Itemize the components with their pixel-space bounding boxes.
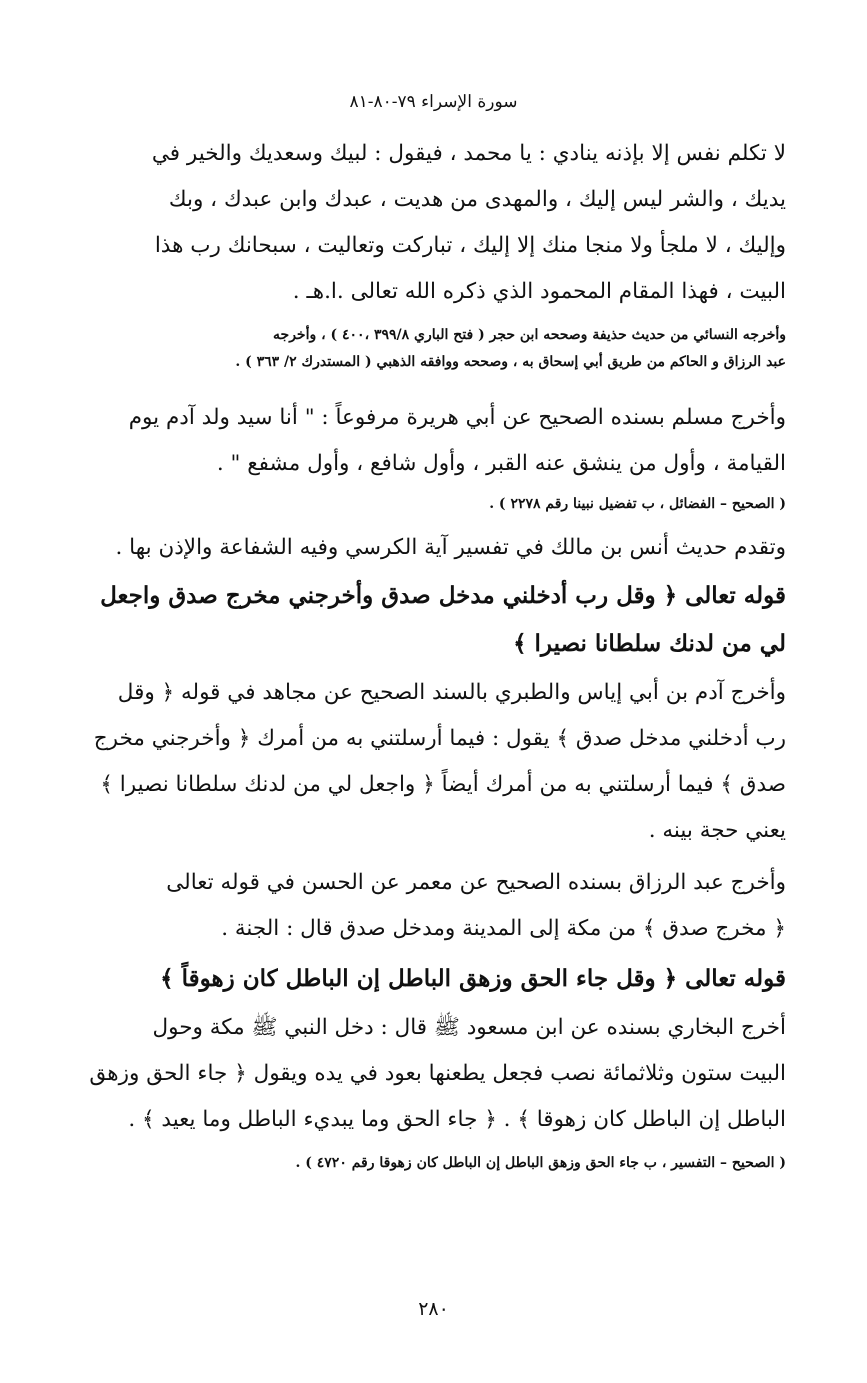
text-line: القيامة ، وأول من ينشق عنه القبر ، وأول شافع ، وأول مشفع " . [216,451,786,476]
running-header: سورة الإسراء ٧٩-٨٠-٨١ [349,92,518,112]
text-line: ﴿ مخرج صدق ﴾ من مكة إلى المدينة ومدخل صدق قال : الجنة . [221,916,786,941]
paragraph [80,395,786,487]
text-line: وأخرج عبد الرزاق بسنده الصحيح عن معمر عن الحسن في قوله تعالى [166,870,786,895]
verse-heading [80,955,786,1003]
footnote [80,322,786,376]
footnote [80,1150,786,1177]
note-line: وأخرجه النسائي من حديث حذيفة وصححه ابن حجر ( فتح الباري ٣٩٩/٨ ،٤٠٠ ) ، وأخرجه [273,327,786,343]
paragraph [80,1005,786,1143]
paragraph [80,525,786,571]
note-line: ( الصحيح – التفسير ، ب جاء الحق وزهق الباطل إن الباطل كان زهوقا رقم ٤٧٢٠ ) . [295,1155,786,1171]
text-line: البيت ، فهذا المقام المحمود الذي ذكره الله تعالى .ا.هـ . [292,279,786,304]
text-line: لا تكلم نفس إلا بإذنه ينادي : يا محمد ، فيقول : لبيك وسعديك والخير في [151,141,786,166]
text-line: وأخرج مسلم بسنده الصحيح عن أبي هريرة مرفوعاً : " أنا سيد ولد آدم يوم [128,405,786,430]
heading-line: لي من لدنك سلطانا نصيرا ﴾ [513,630,786,657]
text-line: الباطل إن الباطل كان زهوقا ﴾ . ﴿ جاء الحق وما يبديء الباطل وما يعيد ﴾ . [128,1107,786,1132]
heading-line: قوله تعالى ﴿ وقل جاء الحق وزهق الباطل إن الباطل كان زهوقاً ﴾ [160,965,786,992]
paragraph [80,131,786,315]
text-line: يعني حجة بينه . [648,818,786,843]
heading-line: قوله تعالى ﴿ وقل رب أدخلني مدخل صدق وأخرجني مخرج صدق واجعل [100,582,786,609]
text-line: رب أدخلني مدخل صدق ﴾ يقول : فيما أرسلتني به من أمرك ﴿ وأخرجني مخرج [93,726,786,751]
text-line: وأخرج آدم بن أبي إياس والطبري بالسند الصحيح عن مجاهد في قوله ﴿ وقل [117,680,786,705]
paragraph [80,860,786,952]
verse-heading [80,572,786,668]
text-line: وإليك ، لا ملجأ ولا منجا منك إلا إليك ، تباركت وتعاليت ، سبحانك رب هذا [154,233,786,258]
footnote [80,491,786,518]
text-line: وتقدم حديث أنس بن مالك في تفسير آية الكرسي وفيه الشفاعة والإذن بها . [115,535,786,560]
note-line: ( الصحيح – الفضائل ، ب تفضيل نبينا رقم ٢٢٧٨ ) . [489,496,786,512]
text-line: البيت ستون وثلاثمائة نصب فجعل يطعنها بعود في يده ويقول ﴿ جاء الحق وزهق [89,1061,786,1086]
text-line: يديك ، والشر ليس إليك ، والمهدى من هديت ، عبدك وابن عبدك ، وبك [168,187,786,212]
paragraph [80,670,786,854]
text-line: أخرج البخاري بسنده عن ابن مسعود ﷺ قال : دخل النبي ﷺ مكة وحول [152,1015,786,1040]
text-line: صدق ﴾ فيما أرسلتني به من أمرك أيضاً ﴿ واجعل لي من لدنك سلطانا نصيرا ﴾ [100,772,786,797]
note-line: عبد الرزاق و الحاكم من طريق أبي إسحاق به ، وصححه ووافقه الذهبي ( المستدرك ٢/ ٣٦٣ ) . [235,354,786,370]
page-number: ٢٨٠ [418,1298,449,1320]
